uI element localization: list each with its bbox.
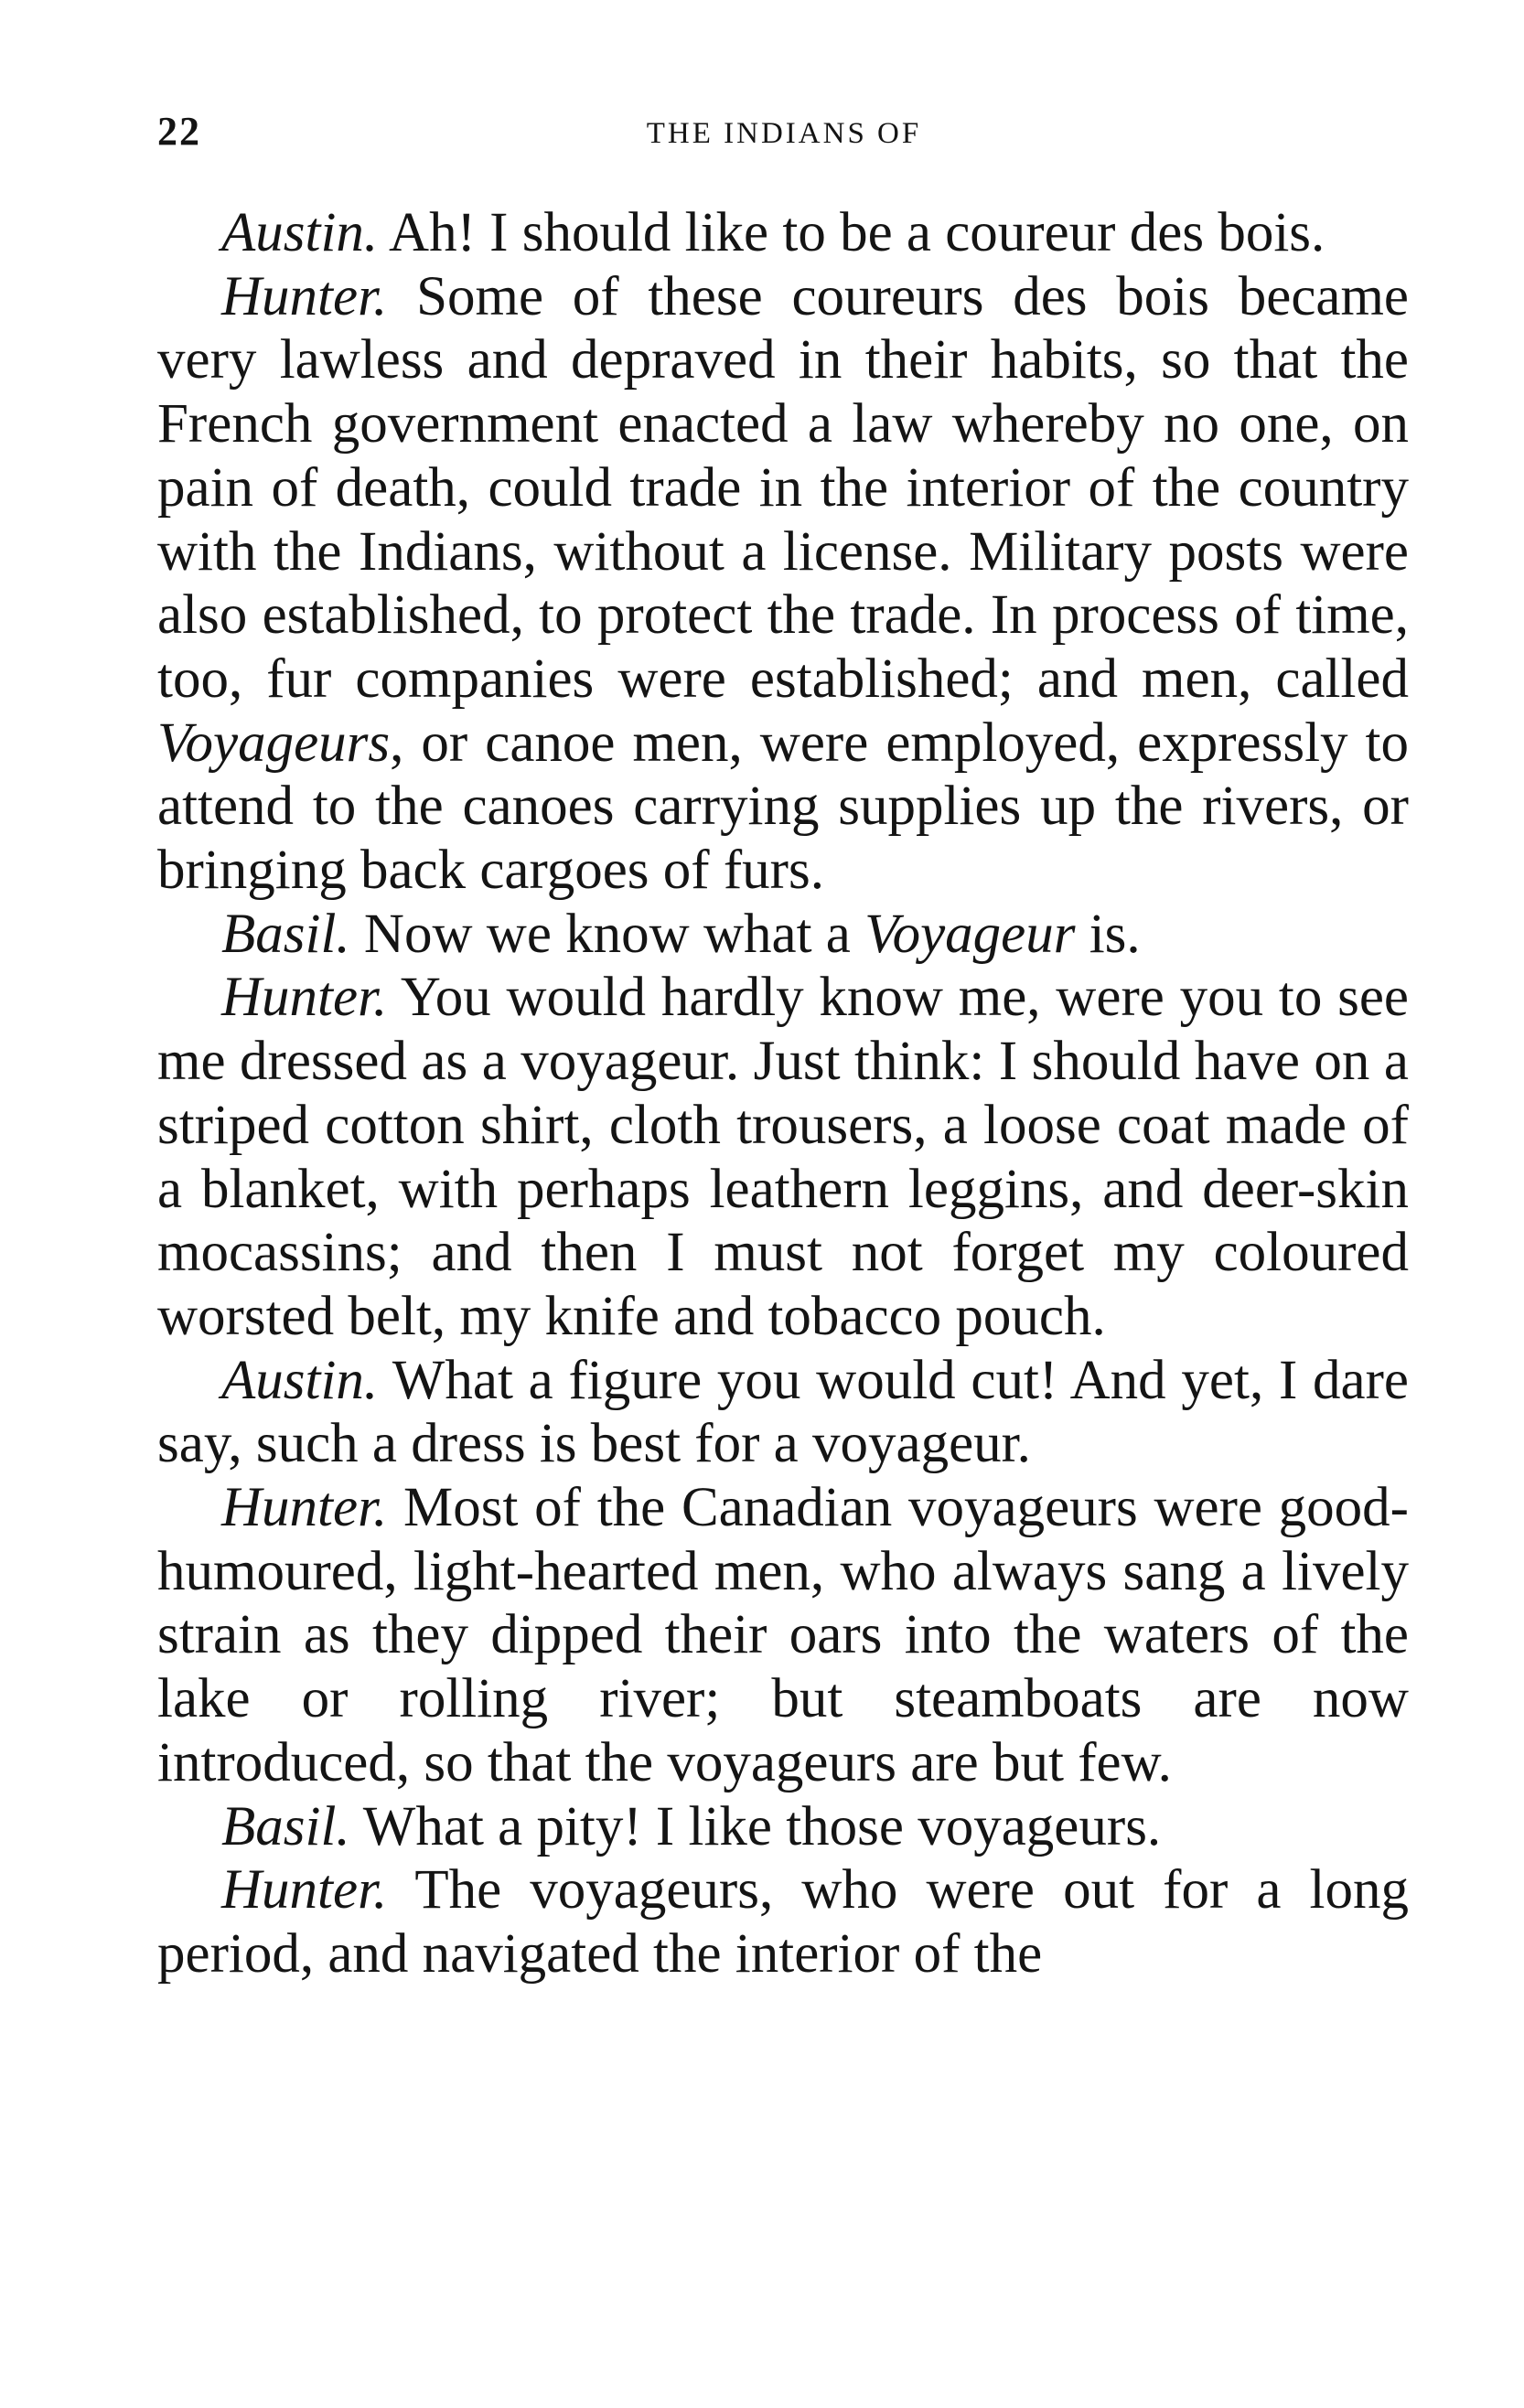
dialogue-paragraph [157,1795,1409,1859]
speech-text: You would hardly know me, were you to see me dressed as a voyageur. Just think: I should have on a striped cotton shirt, cloth trousers, a loose coat made of a blanket, with perhaps leathern leggins, and deer-skin mocassins; and then I must not forget my coloured worsted belt, my knife and tobacco pouch. [157,967,1409,1347]
speech-text: The voyageurs, who were out for a long period, and navigated the interior of the [157,1859,1409,1985]
dialogue-text [157,201,1409,1986]
running-head: THE INDIANS OF [646,117,922,150]
speech-text: What a figure you would cut! And yet, I dare say, such a dress is best for a voyageur. [157,1349,1409,1475]
speech-text: Most of the Canadian voyageurs were good-humoured, light-hearted men, who always sang a lively strain as they dipped their oars into the waters of the lake or rolling river; but steamboats are now introduced, so that the voyageurs are but few. [157,1477,1409,1793]
dialogue-paragraph [157,265,1409,903]
speech-text: is. [1075,903,1141,965]
page-number: 22 [157,109,201,154]
speaker-name: Austin. [221,1349,379,1411]
dialogue-paragraph [157,201,1409,265]
speaker-name: Hunter. [221,265,388,327]
dialogue-paragraph [157,966,1409,1348]
italic-term: Voyageur [864,903,1076,965]
page-header [157,108,1411,163]
speaker-name: Basil. [221,1795,350,1857]
dialogue-paragraph [157,903,1409,967]
speaker-name: Basil. [221,903,350,965]
speaker-name: Hunter. [221,1477,388,1539]
dialogue-paragraph [157,1349,1409,1476]
dialogue-paragraph [157,1858,1409,1985]
speech-text: Some of these coureurs des bois became very lawless and depraved in their habits, so that the French government enacted a law whereby no one, on pain of death, could trade in the interior of the country with the Indians, without a license. Military posts were also established, to protect the trade. In process of time, too, fur companies were established; and men, called [157,265,1409,710]
speaker-name: Hunter. [221,1859,388,1921]
speech-text: What a pity! I like those voyageurs. [349,1795,1162,1857]
speaker-name: Hunter. [221,967,388,1029]
italic-term: Voyageurs [157,712,391,774]
speech-text: Now we know what a [349,903,865,965]
dialogue-paragraph [157,1476,1409,1795]
speaker-name: Austin. [221,202,379,263]
speech-text: Ah! I should like to be a coureur des bois. [378,202,1325,263]
speech-text: , or canoe men, were employed, expressly to attend to the canoes carrying supplies up the rivers, or bringing back cargoes of furs. [157,712,1409,902]
